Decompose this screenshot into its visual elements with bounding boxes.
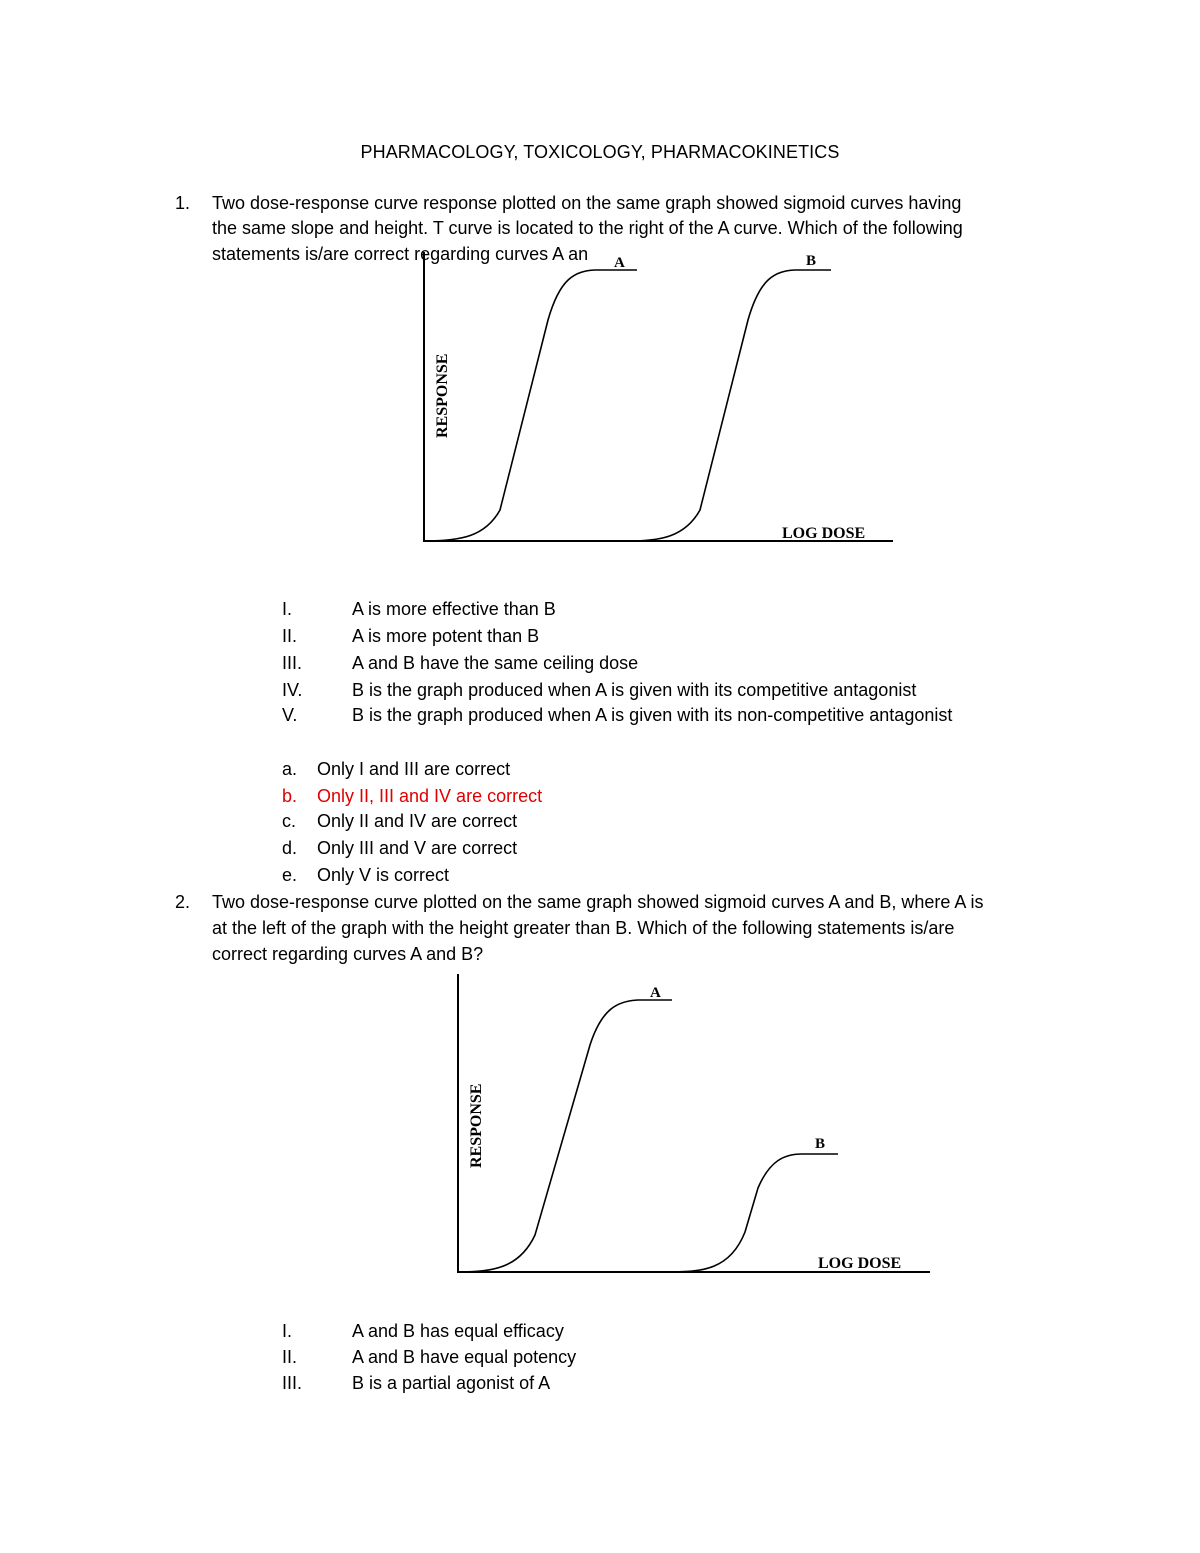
- question-1-stem-line-3: statements is/are correct regarding curves A an: [212, 244, 589, 264]
- curve-a-label: A: [650, 985, 661, 1001]
- q1-statement-1-text: A is more effective than B: [352, 599, 556, 619]
- q1-statement-2-text: A is more potent than B: [352, 626, 540, 646]
- q1-statement-5-text: B is the graph produced when A is given with its non-competitive antagonist: [352, 705, 953, 725]
- curve-a: [424, 270, 637, 541]
- curve-b-label: B: [806, 253, 817, 269]
- x-axis-label: LOG DOSE: [818, 1255, 902, 1272]
- q1-option-c-text: Only II and IV are correct: [317, 811, 518, 831]
- curve-b: [630, 270, 831, 541]
- q1-option-a-letter: a.: [282, 759, 298, 779]
- question-2-stem-line-2: at the left of the graph with the height greater than B. Which of the following statements is/are: [212, 918, 955, 938]
- q1-option-b-letter: b.: [282, 786, 298, 806]
- y-axis-label: RESPONSE: [434, 353, 451, 438]
- question-2-stem-line-3: correct regarding curves A and B?: [212, 944, 484, 964]
- question-2-dose-response-graph: [440, 970, 940, 1280]
- q1-option-b-text-correct-answer: Only II, III and IV are correct: [317, 786, 543, 806]
- q2-statement-3-text: B is a partial agonist of A: [352, 1373, 551, 1393]
- question-2-number: 2.: [175, 892, 191, 912]
- q1-statement-3-numeral: III.: [282, 653, 303, 673]
- curve-b: [668, 1154, 838, 1272]
- question-1-stem-line-2: the same slope and height. T curve is located to the right of the A curve. Which of the following: [212, 218, 963, 238]
- question-1-number: 1.: [175, 193, 191, 213]
- q1-statement-4-numeral: IV.: [282, 680, 303, 700]
- y-axis-label: RESPONSE: [468, 1083, 485, 1168]
- x-axis-label: LOG DOSE: [782, 525, 866, 542]
- q1-statement-1-numeral: I.: [282, 599, 293, 619]
- q1-statement-5-numeral: V.: [282, 705, 298, 725]
- q1-statement-2-numeral: II.: [282, 626, 298, 646]
- q1-option-a-text: Only I and III are correct: [317, 759, 511, 779]
- q2-statement-1-text: A and B has equal efficacy: [352, 1321, 564, 1341]
- question-1-stem-line-1: Two dose-response curve response plotted on the same graph showed sigmoid curves having: [212, 193, 962, 213]
- q2-statement-2-text: A and B have equal potency: [352, 1347, 577, 1367]
- question-2-stem-line-1: Two dose-response curve plotted on the same graph showed sigmoid curves A and B, where A is: [212, 892, 984, 912]
- question-1-dose-response-graph: [400, 240, 910, 550]
- curve-b-label: B: [815, 1136, 826, 1152]
- q1-option-d-text: Only III and V are correct: [317, 838, 518, 858]
- q2-statement-3-numeral: III.: [282, 1373, 303, 1393]
- q2-statement-1-numeral: I.: [282, 1321, 293, 1341]
- q1-option-d-letter: d.: [282, 838, 298, 858]
- page-title: PHARMACOLOGY, TOXICOLOGY, PHARMACOKINETICS: [360, 142, 840, 162]
- q1-option-c-letter: c.: [282, 811, 297, 831]
- q2-statement-2-numeral: II.: [282, 1347, 298, 1367]
- q1-option-e-text: Only V is correct: [317, 865, 450, 885]
- curve-a: [458, 1000, 672, 1272]
- q1-statement-3-text: A and B have the same ceiling dose: [352, 653, 639, 673]
- q1-statement-4-text: B is the graph produced when A is given with its competitive antagonist: [352, 680, 917, 700]
- curve-a-label: A: [614, 255, 625, 271]
- q1-option-e-letter: e.: [282, 865, 298, 885]
